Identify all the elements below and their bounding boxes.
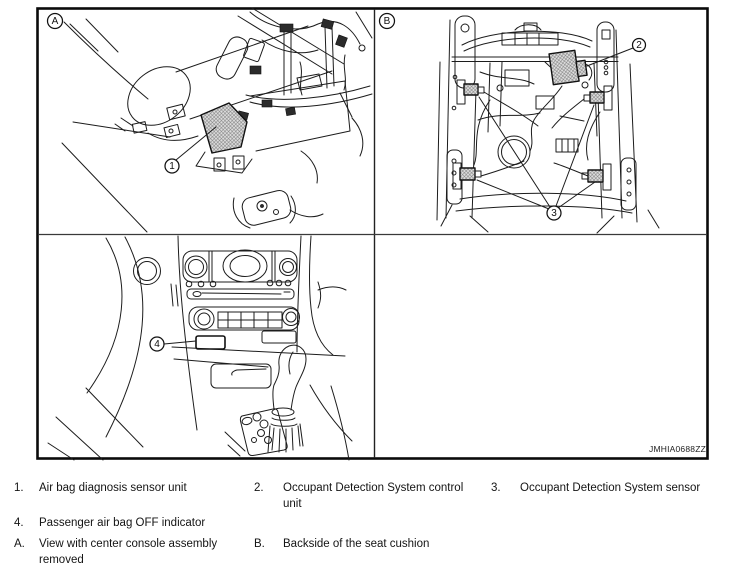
legend-text: View with center console assembly removed (39, 538, 218, 566)
svg-text:B: B (383, 16, 391, 27)
legend-number: 4. (14, 517, 24, 529)
legend-number: A. (14, 538, 25, 550)
legend-text: Air bag diagnosis sensor unit (39, 482, 187, 494)
callout-3 (547, 206, 561, 220)
svg-text:1: 1 (169, 161, 175, 172)
legend-item-1 (14, 481, 244, 497)
legend-item-A (14, 537, 239, 568)
legend-number: 2. (254, 482, 264, 494)
svg-text:A: A (51, 16, 59, 27)
legend-item-4 (14, 516, 249, 532)
panel-b-label (380, 14, 395, 29)
legend-item-B (254, 537, 493, 553)
legend-text: Passenger air bag OFF indicator (39, 517, 206, 529)
svg-text:3: 3 (551, 208, 557, 219)
figure-border (38, 9, 708, 459)
svg-text:2: 2 (636, 40, 642, 51)
callout-2 (633, 39, 646, 52)
legend-text: Occupant Detection System sensor (520, 482, 701, 494)
legend-text: Backside of the seat cushion (283, 538, 430, 550)
legend-number: B. (254, 538, 265, 550)
legend-number: 1. (14, 482, 24, 494)
callout-4 (150, 337, 164, 351)
legend-text: Occupant Detection System control unit (283, 482, 464, 510)
svg-text:4: 4 (154, 339, 160, 350)
legend-item-2 (254, 481, 483, 512)
legend-item-3 (491, 481, 735, 497)
legend-number: 3. (491, 482, 501, 494)
panel-a-label (48, 14, 63, 29)
figure-id-watermark: JMHIA0688ZZ (649, 444, 706, 454)
callout-1 (165, 159, 179, 173)
